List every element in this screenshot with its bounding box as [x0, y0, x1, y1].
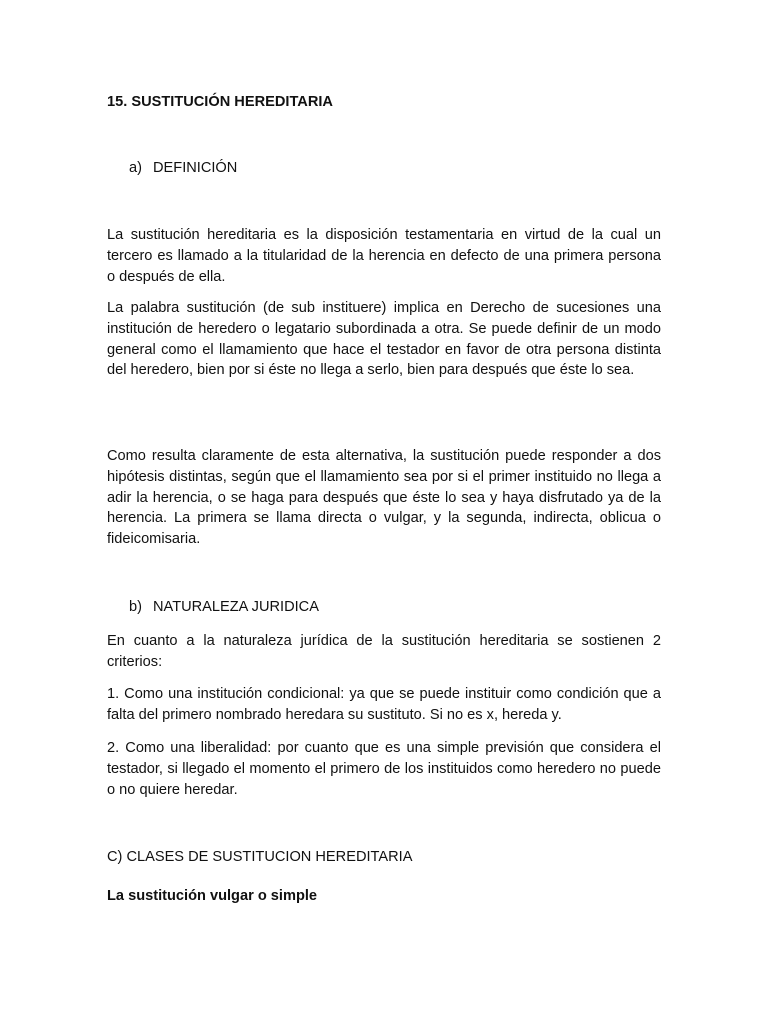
section-b-label: NATURALEZA JURIDICA: [153, 599, 319, 615]
paragraph-definition-2: La palabra sustitución (de sub instituere) implica en Derecho de sucesiones una institución de heredero o legatario subordinada a otra. Se puede definir de un modo general como el llamamiento que hace el testador en favor de otra persona distinta del heredero, bien por si éste no llega a serlo, bien para después que éste lo sea.: [107, 300, 661, 379]
section-a-label: DEFINICIÓN: [153, 160, 238, 176]
subheading-vulgar-substitution: La sustitución vulgar o simple: [107, 888, 318, 904]
paragraph-definition-1: La sustitución hereditaria es la disposición testamentaria en virtud de la cual un tercero es llamado a la titularidad de la herencia en defecto de una primera persona o después de ella.: [107, 227, 661, 285]
paragraph-nature-criterion-2: 2. Como una liberalidad: por cuanto que es una simple previsión que considera el testador, si llegado el momento el primero de los instituidos como heredero no puede o no quiere heredar.: [107, 740, 661, 798]
paragraph-definition-3: Como resulta claramente de esta alternativa, la sustitución puede responder a dos hipótesis distintas, según que el llamamiento sea por si el primer instituido no llega a adir la herencia, o se haga para después que éste lo sea y haya disfrutado ya de la herencia. La primera se llama directa o vulgar, y la segunda, indirecta, oblicua o fideicomisaria.: [107, 448, 661, 548]
section-a-marker: a): [129, 160, 142, 176]
section-c-heading: C) CLASES DE SUSTITUCION HEREDITARIA: [107, 849, 413, 865]
paragraph-nature-intro: En cuanto a la naturaleza jurídica de la sustitución hereditaria se sostienen 2 criterios:: [107, 633, 661, 670]
section-b-heading: [129, 597, 683, 617]
section-a-heading: [129, 158, 683, 178]
document-page: [107, 0, 661, 1024]
section-b-marker: b): [129, 599, 142, 615]
document-title: 15. SUSTITUCIÓN HEREDITARIA: [107, 94, 333, 110]
paragraph-nature-criterion-1: 1. Como una institución condicional: ya que se puede instituir como condición que a falta del primero nombrado heredara su sustituto. Si no es x, hereda y.: [107, 686, 661, 723]
